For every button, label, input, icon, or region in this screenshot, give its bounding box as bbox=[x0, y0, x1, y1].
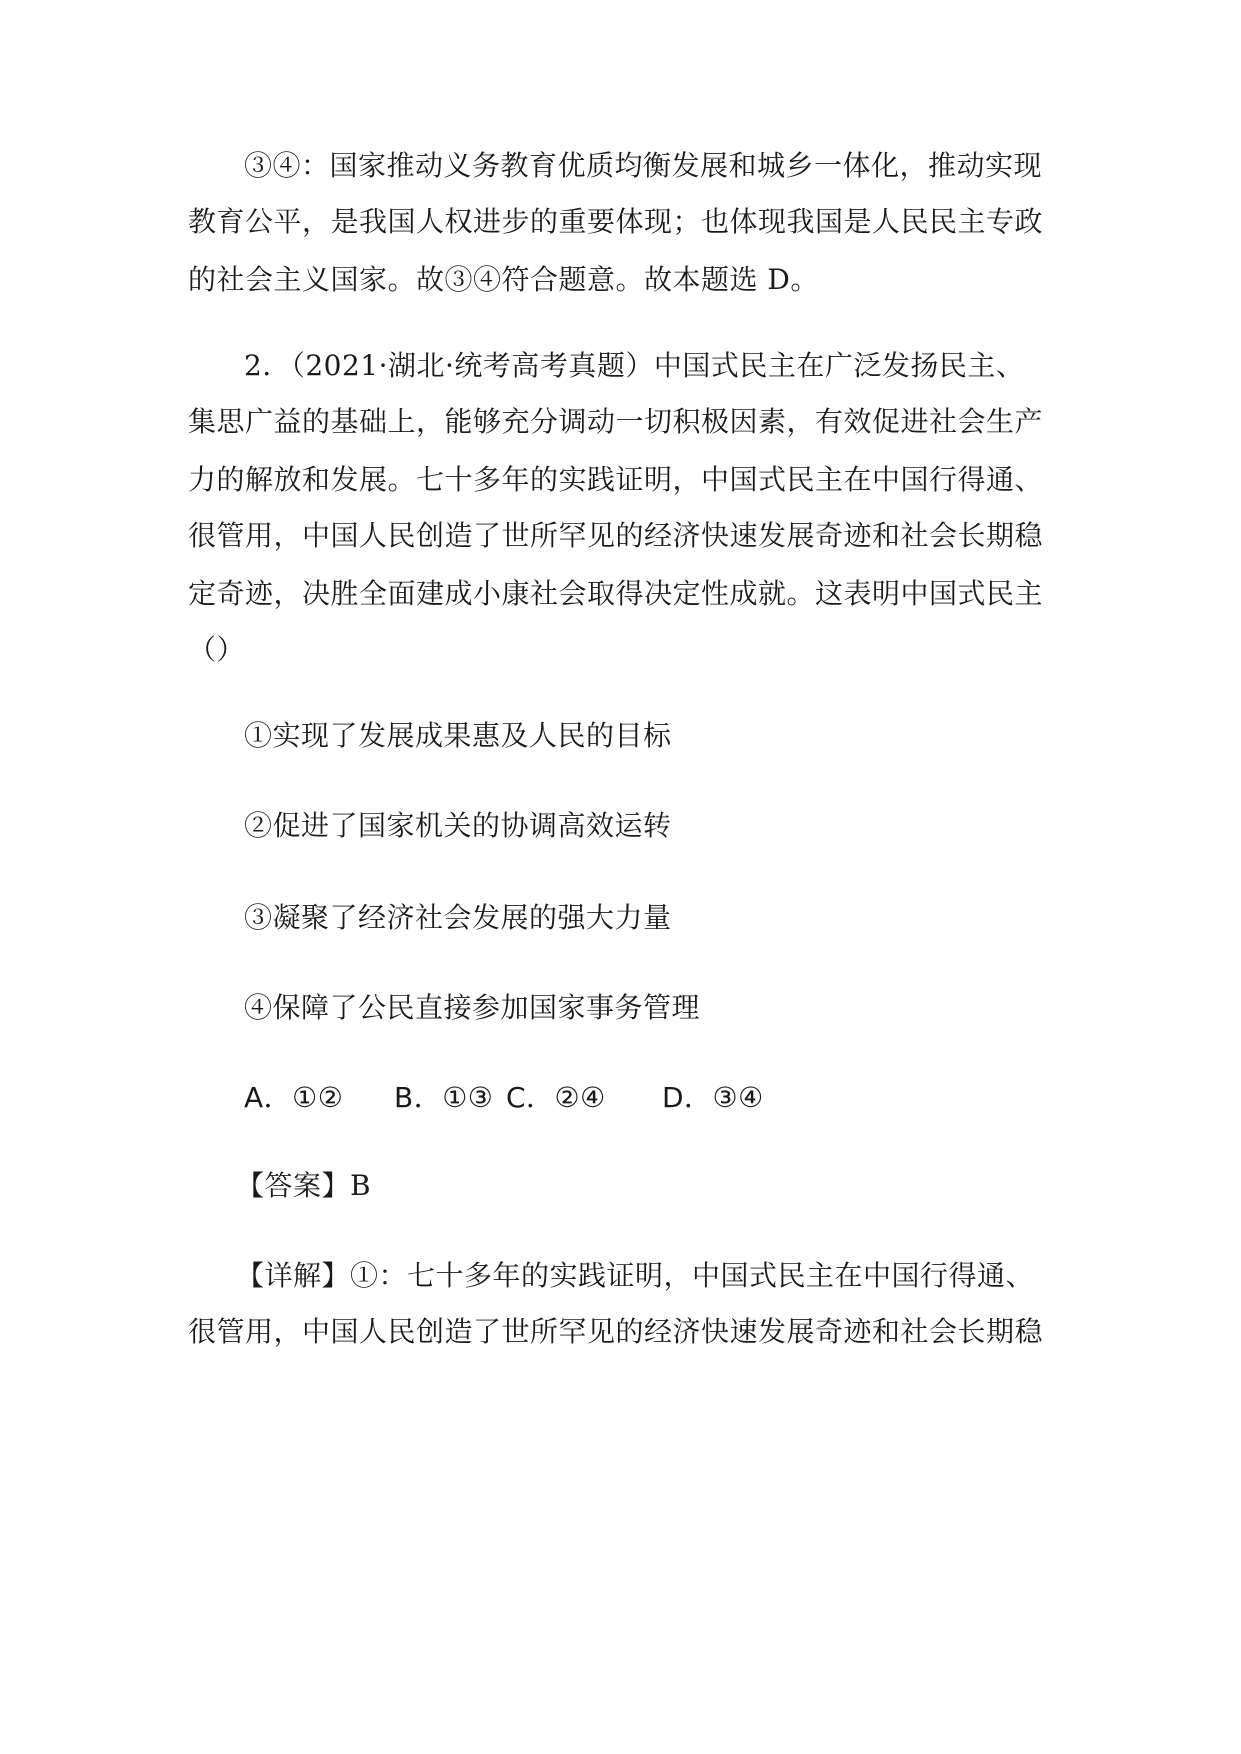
option-a: A．①② bbox=[244, 1081, 344, 1114]
statement-3: ③凝聚了经济社会发展的强大力量 bbox=[244, 901, 672, 934]
question-stem-line-2: 集思广益的基础上，能够充分调动一切积极因素，有效促进社会生产 bbox=[188, 405, 1044, 438]
question-stem-line-3: 力的解放和发展。七十多年的实践证明，中国式民主在中国行得通、 bbox=[188, 463, 1044, 496]
statement-2: ②促进了国家机关的协调高效运转 bbox=[244, 809, 672, 842]
prev-explanation-line-3: 的社会主义国家。故③④符合题意。故本题选 D。 bbox=[188, 263, 819, 296]
answer-label: 【答案】B bbox=[236, 1169, 372, 1202]
answer-options bbox=[244, 1080, 1124, 1116]
option-c: C．②④ bbox=[506, 1081, 606, 1114]
explanation-line-1: 【详解】①：七十多年的实践证明，中国式民主在中国行得通、 bbox=[236, 1259, 1035, 1292]
option-d: D．③④ bbox=[662, 1081, 764, 1114]
prev-explanation-line-1: ③④：国家推动义务教育优质均衡发展和城乡一体化，推动实现 bbox=[244, 149, 1043, 182]
statement-4: ④保障了公民直接参加国家事务管理 bbox=[244, 991, 701, 1024]
statement-1: ①实现了发展成果惠及人民的目标 bbox=[244, 719, 672, 752]
question-stem-line-1: 2．（2021·湖北·统考高考真题）中国式民主在广泛发扬民主、 bbox=[244, 349, 1025, 382]
question-stem-line-4: 很管用，中国人民创造了世所罕见的经济快速发展奇迹和社会长期稳 bbox=[188, 519, 1044, 552]
option-b: B．①③ bbox=[394, 1081, 494, 1114]
explanation-line-2: 很管用，中国人民创造了世所罕见的经济快速发展奇迹和社会长期稳 bbox=[188, 1315, 1044, 1348]
prev-explanation-line-2: 教育公平，是我国人权进步的重要体现；也体现我国是人民民主专政 bbox=[188, 205, 1044, 238]
question-stem-line-5: 定奇迹，决胜全面建成小康社会取得决定性成就。这表明中国式民主 bbox=[188, 577, 1044, 610]
question-stem-line-6: （） bbox=[188, 633, 246, 666]
